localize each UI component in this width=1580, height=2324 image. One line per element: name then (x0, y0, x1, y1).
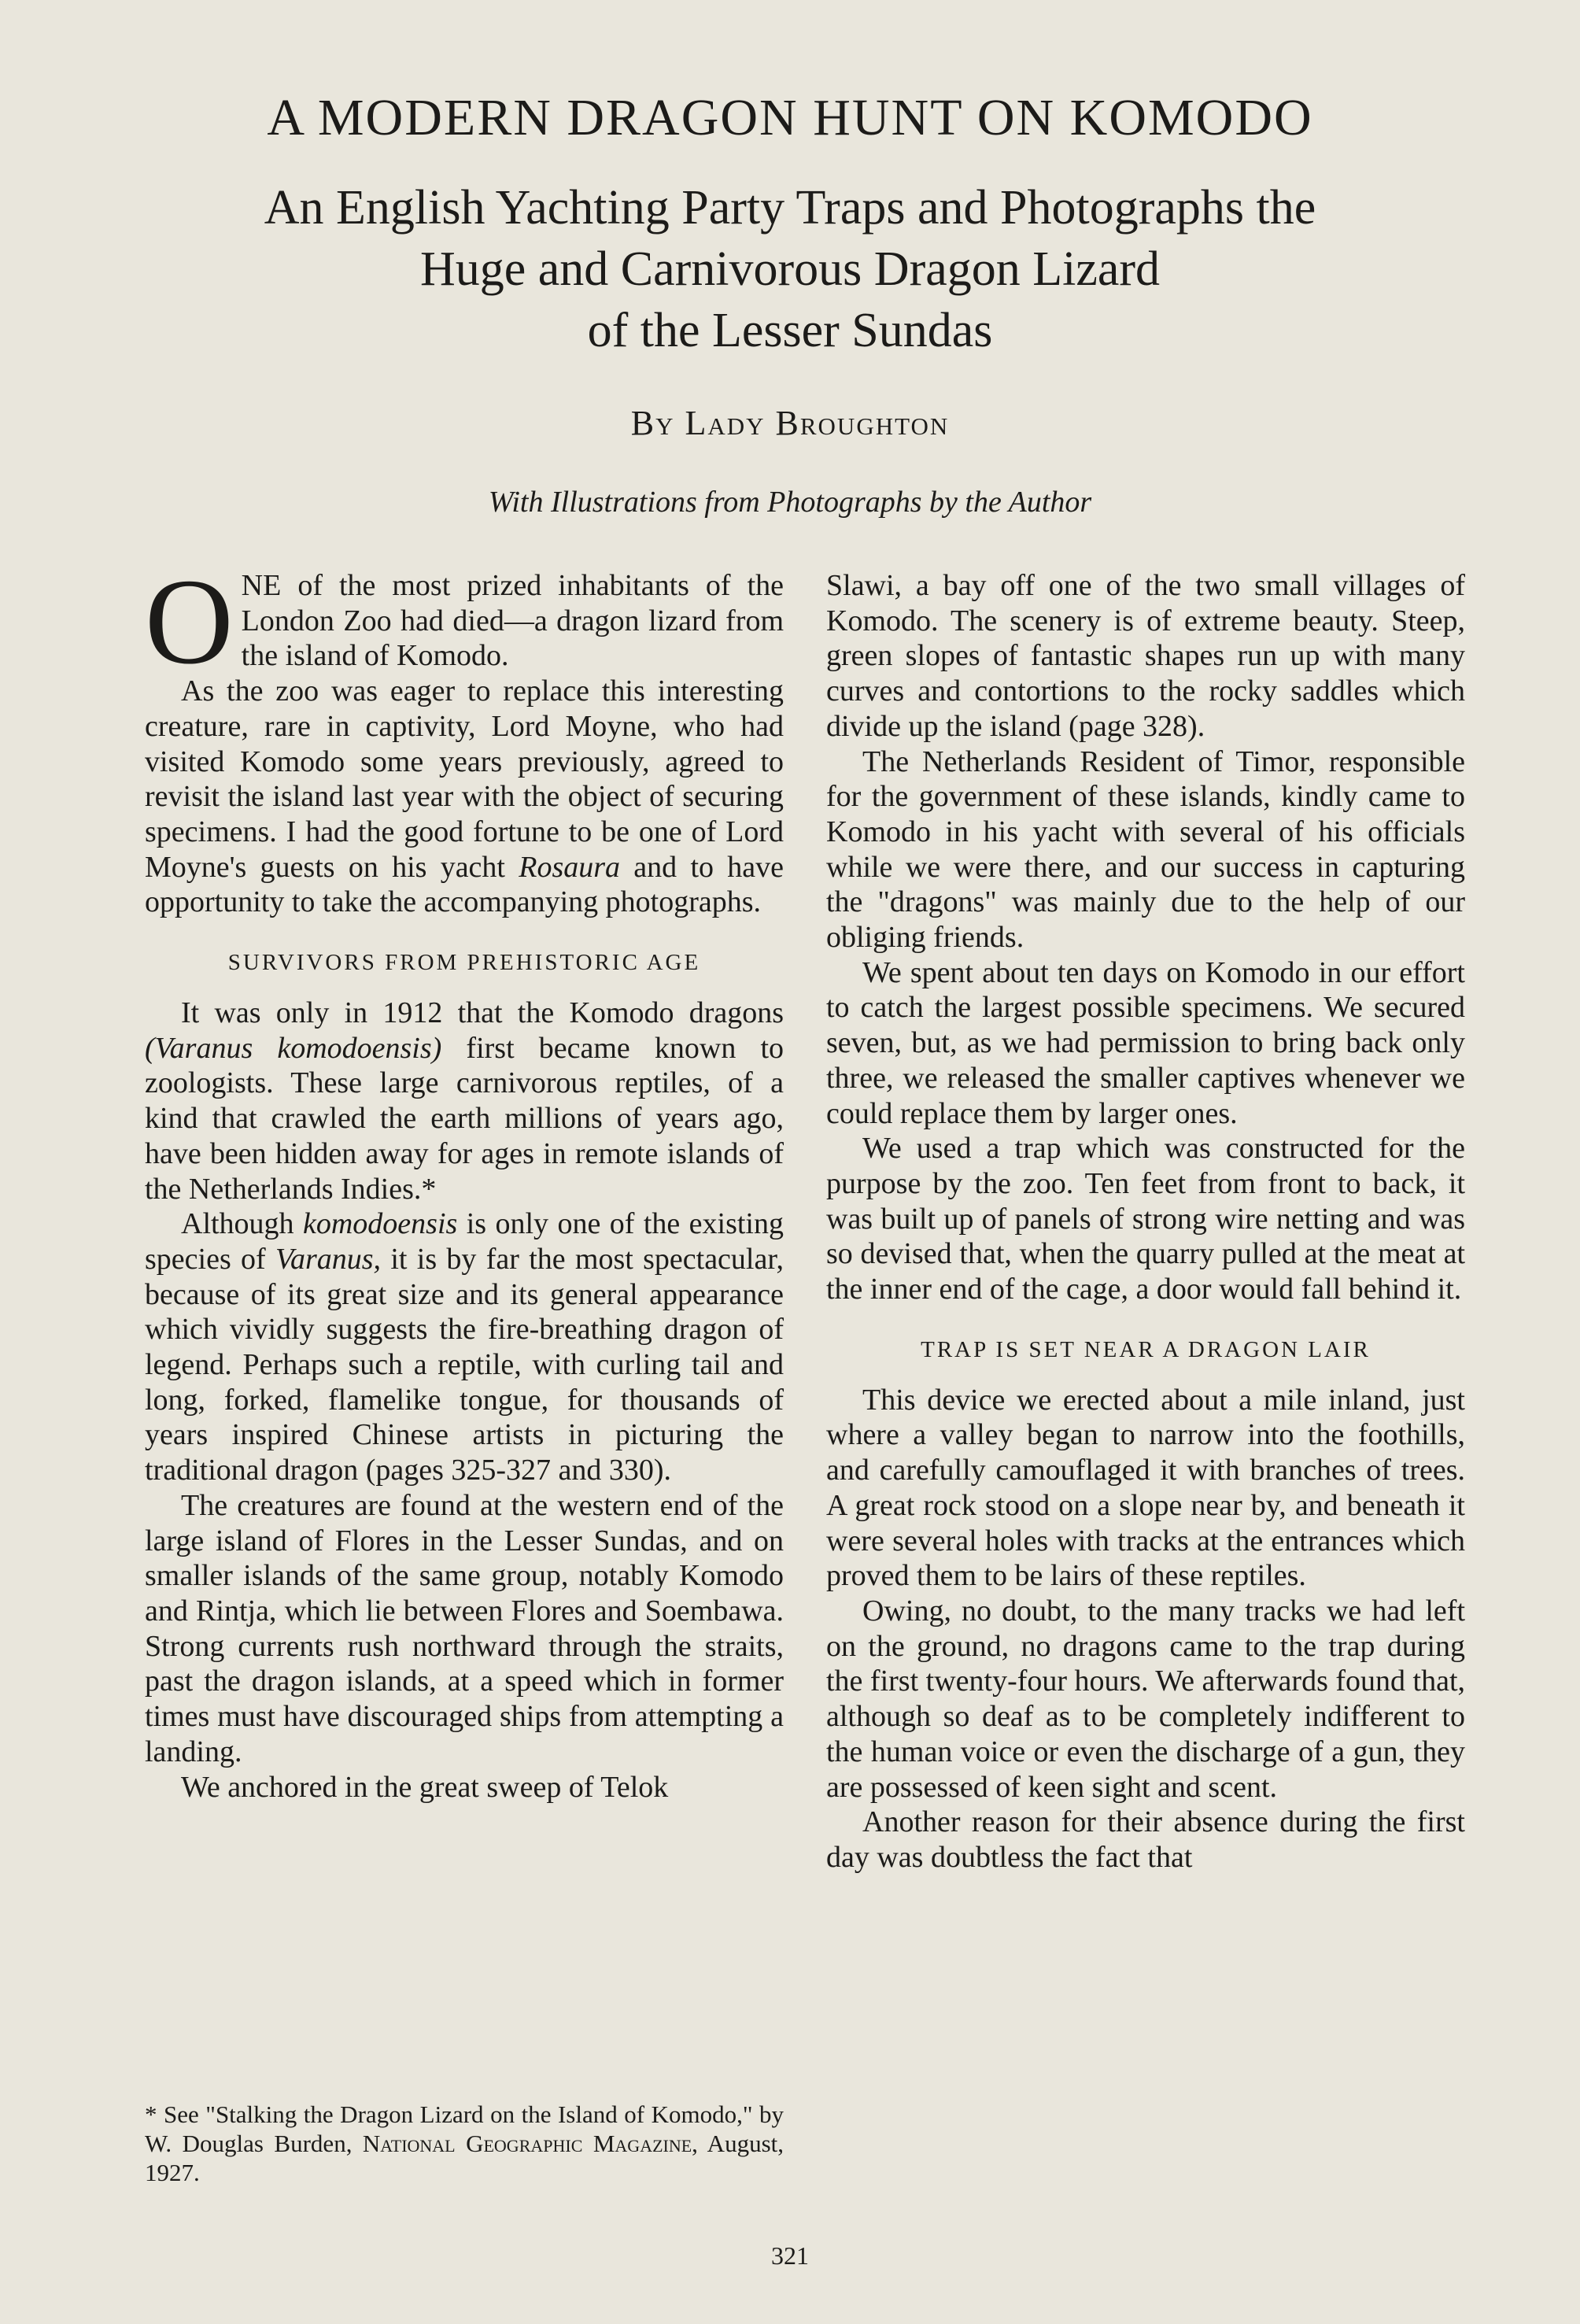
left-column (145, 553, 784, 1805)
article-title: A MODERN DRAGON HUNT ON KOMODO (267, 89, 1313, 146)
paragraph: We spent about ten days on Komodo in our effort to catch the largest possible specimens. We secured seven, but, as we had permission to bring back only three, we released the smaller captives whenever we could replace them by larger ones. (826, 955, 1465, 1130)
paragraph-text: is only one of the existing species of (145, 1207, 784, 1276)
genus-name: Varanus, (275, 1242, 382, 1276)
page-number: 321 (771, 2241, 809, 2270)
species-name: komodoensis (302, 1207, 458, 1241)
drop-cap: O (145, 553, 234, 689)
byline: By Lady Broughton (630, 404, 950, 442)
paragraph (145, 1206, 784, 1488)
subtitle-line: of the Lesser Sundas (587, 304, 993, 357)
right-column (826, 568, 1465, 1875)
paragraph-text: of the most prized inhabitants of the London Zoo had died—a dragon lizard from the island of Komodo. (241, 569, 784, 673)
paragraph: This device we erected about a mile inland, just where a valley began to narrow into the foothills, and carefully camouflaged it with branches of trees. A great rock stood on a slope near by, and beneath it were several holes with tracks at the entrances which proved them to be lairs of these reptiles. (826, 1383, 1465, 1593)
article-subtitle (79, 177, 1501, 361)
paragraph: Slawi, a bay off one of the two small villages of Komodo. The scenery is of extreme beauty. Steep, green slopes of fantastic shapes run up with many curves and contortions to the rocky saddles which divide up the island (page 328). (826, 569, 1465, 743)
section-heading: SURVIVORS FROM PREHISTORIC AGE (227, 950, 701, 976)
paragraph-text: and to have opportunity to take the accompanying photographs. (145, 850, 784, 919)
paragraph: The creatures are found at the western end of the large island of Flores in the Lesser Sundas, and on smaller islands of the same group, notably Komodo and Rintja, which lie between Flores and Soembawa. Strong currents rush northward through the straits, past the dragon islands, at a speed which in former times must have discouraged ships from attempting a landing. (145, 1488, 784, 1768)
paragraph-text: first became known to zoologists. These large carnivorous reptiles, of a kind that crawled the earth millions of years ago, have been hidden away for ages in remote islands of the Netherlands Indies.* (145, 1031, 784, 1206)
paragraph: We used a trap which was constructed for the purpose by the zoo. Ten feet from front to back, it was built up of panels of strong wire netting and was so devised that, when the quarry pulled at the meat at the inner end of the cage, a door would fall behind it. (826, 1132, 1465, 1306)
paragraph-text: As the zoo was eager to replace this interesting creature, rare in captivity, Lord Moyne, who had visited Komodo some years previously, agreed to revisit the island last year with the object of securing specimens. I had the good fortune to be one of Lord Moyne's guests on his yacht (145, 674, 784, 884)
paragraph-text: Although (181, 1207, 303, 1241)
lead-word: NE (241, 569, 282, 602)
paragraph (145, 996, 784, 1206)
footnote-text: * See "Stalking the Dragon Lizard on the Island of Komodo," by W. Douglas Burden, (145, 2100, 784, 2157)
subtitle-line: Huge and Carnivorous Dragon Lizard (419, 242, 1161, 296)
paragraph-text: it is by far the most spectacular, because of its great size and its general appearance which vividly suggests the fire-breathing dragon of legend. Perhaps such a reptile, with curling tail and long, forked, flamelike tongue, for thousands of years inspired Chinese artists in picturing the traditional dragon (pages 325-327 and 330). (145, 1242, 784, 1487)
paragraph: The Netherlands Resident of Timor, responsible for the government of these islands, kindly came to Komodo in his yacht with several of his officials while we were there, and our success in capturing the "dragons" was mainly due to the help of our obliging friends. (826, 744, 1465, 955)
section-heading: TRAP IS SET NEAR A DRAGON LAIR (921, 1336, 1371, 1362)
footnote (145, 2100, 784, 2187)
paragraph (145, 553, 784, 689)
yacht-name: Rosaura (519, 850, 621, 884)
illustrations-credit: With Illustrations from Photographs by the Author (488, 486, 1092, 519)
paragraph (145, 674, 784, 920)
species-name: (Varanus komodoensis) (145, 1031, 442, 1065)
subtitle-line: An English Yachting Party Traps and Photographs the (264, 181, 1316, 235)
magazine-name: National Geographic Magazine (362, 2130, 692, 2157)
paragraph: Owing, no doubt, to the many tracks we had left on the ground, no dragons came to the trap during the first twenty-four hours. We afterwards found that, although so deaf as to be completely indifferent to the human voice or even the discharge of a gun, they are possessed of keen sight and scent. (826, 1594, 1465, 1804)
paragraph: Another reason for their absence during the first day was doubtless the fact that (826, 1805, 1465, 1874)
paragraph: We anchored in the great sweep of Telok (181, 1770, 669, 1804)
paragraph-text: It was only in 1912 that the Komodo dragons (181, 996, 784, 1030)
footnote-text: , August, 1927. (145, 2130, 784, 2186)
